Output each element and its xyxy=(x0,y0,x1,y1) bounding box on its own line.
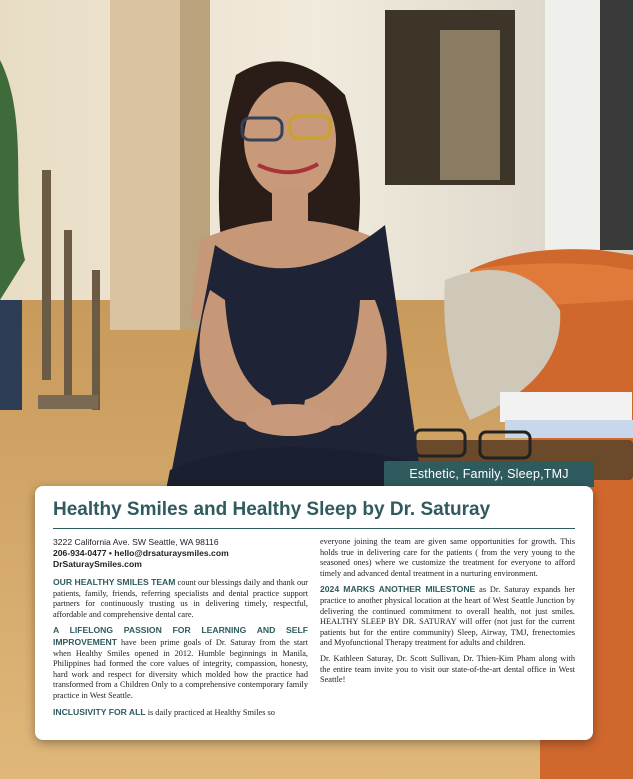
paragraph-inclusivity xyxy=(53,707,308,719)
paragraph-text: count our blessings daily and thank our patients, family, friends, referring specialists and dental practice support partners for continuously trusting us in delivering timely, respectful, affordable and comprehensive dental care. xyxy=(53,578,308,619)
paragraph-invitation xyxy=(320,654,575,686)
address: 3222 California Ave. SW Seattle, WA 98116 xyxy=(53,537,219,547)
paragraph-heading: 2024 MARKS ANOTHER MILESTONE xyxy=(320,584,476,595)
paragraph-passion xyxy=(53,625,308,701)
contact-block xyxy=(53,537,308,570)
paragraph-milestone xyxy=(320,584,575,649)
paragraph-text: have been prime goals of Dr. Saturay from the start when Healthy Smiles opened in 2012. Humble beginnings in Manila, Philippines had formed the core values of integrity, compassion, honesty, hard work and respect for diversity which molded how the practice had transformed from a Children Only to a comprehensive contemporary family practice in West Seattle. xyxy=(53,637,308,700)
paragraph-team xyxy=(53,577,308,620)
paragraph-text: everyone joining the team are given same opportunities for growth. This holds true in delivering care for the patients ( from the very young to the seasoned ones) where we customize the treatment for everyone to afford timely and advanced dental treatment in a nurturing environment. xyxy=(320,537,575,578)
paragraph-heading: A LIFELONG PASSION FOR LEARNING AND SELF IMPROVEMENT xyxy=(53,625,308,647)
paragraph-continued xyxy=(320,537,575,579)
info-card xyxy=(35,486,593,740)
left-column xyxy=(53,537,308,723)
paragraph-text: Dr. Kathleen Saturay, Dr. Scott Sullivan, Dr. Thien-Kim Pham along with the entire team invite you to visit our state-of-the-art dental office in West Seattle! xyxy=(320,653,575,685)
page-title: Healthy Smiles and Healthy Sleep by Dr. Saturay xyxy=(53,499,491,520)
specialty-badge: Esthetic, Family, Sleep,TMJ xyxy=(384,461,594,487)
paragraph-heading: OUR HEALTHY SMILES TEAM xyxy=(53,577,176,587)
website-link[interactable]: DrSaturaySmiles.com xyxy=(53,559,142,569)
phone-email[interactable]: 206-934-0477 • hello@drsaturaysmiles.com xyxy=(53,548,229,558)
paragraph-heading: INCLUSIVITY FOR ALL xyxy=(53,706,146,717)
right-column xyxy=(320,537,575,723)
title-divider xyxy=(53,528,575,529)
paragraph-text: is daily practiced at Healthy Smiles so xyxy=(145,707,275,717)
paragraph-text: as Dr. Saturay expands her practice to another physical location at the heart of West Seattle Junction by delivering the continued commitment to overall health, not just smiles. HEALTHY SLEEP BY DR. SATURAY will offer (not just for the current patients but for the entire community) Sleep, Airway, TMJ, frenectomies and Myofunctional Therapy treatment for adults and children. xyxy=(320,585,576,648)
